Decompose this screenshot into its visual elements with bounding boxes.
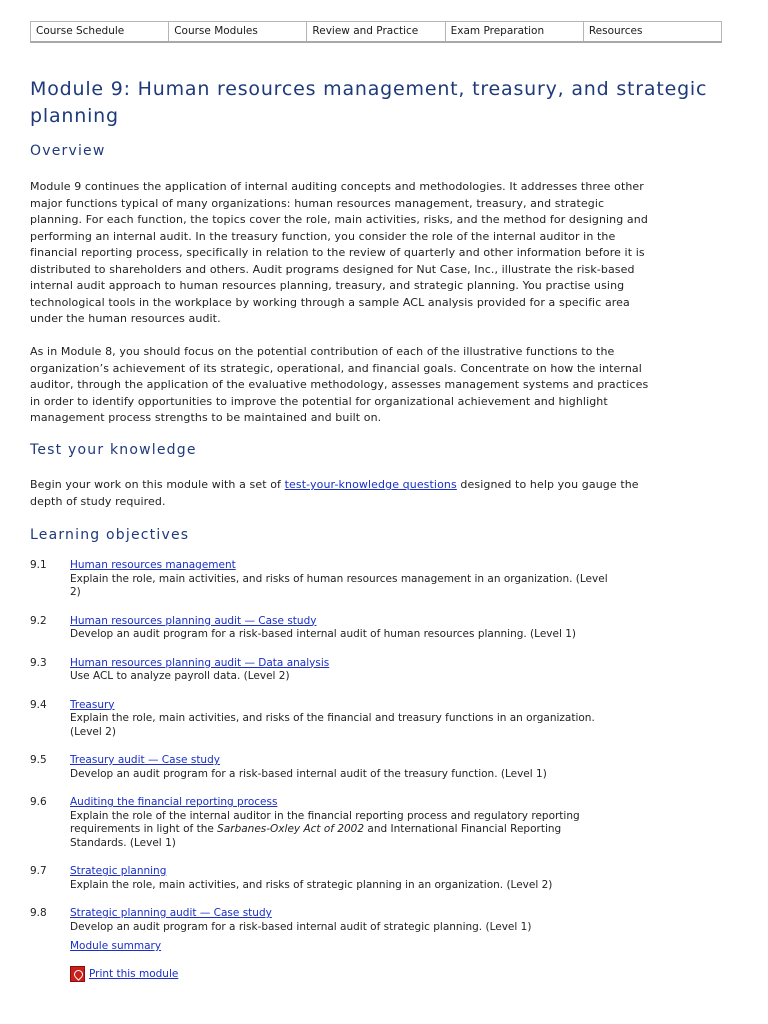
- objective-link[interactable]: Auditing the financial reporting process: [70, 796, 278, 808]
- test-text-before: Begin your work on this module with a set of: [30, 478, 285, 491]
- objective-description: Explain the role, main activities, and risks of the financial and treasury functions in an organization. (Level 2): [70, 712, 595, 738]
- objective-description: Use ACL to analyze payroll data. (Level 2): [70, 670, 290, 682]
- nav-course-schedule[interactable]: Course Schedule: [31, 22, 169, 41]
- page-title: Module 9: Human resources management, treasury, and strategic planning: [30, 78, 708, 127]
- objective-description-part: Explain the role of the internal auditor in the financial reporting process and regulatory reporting requirements in light of the: [70, 809, 580, 835]
- objective-description: Explain the role, main activities, and risks of strategic planning in an organization. (Level 2): [70, 878, 553, 891]
- objective-description: Explain the role, main activities, and risks of human resources management in an organization. (Level 2): [70, 572, 608, 598]
- objective-number: 9.1: [30, 559, 47, 571]
- test-text-after: designed to help you gauge the depth of study required.: [30, 478, 639, 508]
- objective-number: 9.5: [30, 754, 47, 766]
- objective-description-italic: Sarbanes-Oxley Act of 2002: [217, 823, 365, 835]
- objective-number: 9.4: [30, 698, 47, 711]
- objectives-heading: Learning objectives: [30, 527, 190, 543]
- nav-review-and-practice[interactable]: Review and Practice: [307, 22, 445, 41]
- print-module-link[interactable]: Print this module: [89, 968, 179, 980]
- objective-item: [30, 796, 730, 850]
- objective-item: [30, 657, 730, 684]
- print-module: [70, 966, 178, 982]
- test-paragraph: [30, 477, 650, 510]
- pdf-icon[interactable]: [70, 966, 85, 982]
- test-knowledge-link[interactable]: test-your-knowledge questions: [284, 478, 457, 491]
- top-navigation: [30, 21, 722, 43]
- objective-link[interactable]: Human resources planning audit — Case study: [70, 614, 317, 627]
- overview-paragraph-2: As in Module 8, you should focus on the potential contribution of each of the illustrative functions to the organization’s achievement of its strategic, operational, and financial goals. Concentrate on how the internal auditor, through the application of the evaluative methodology, assesses management systems and practices in order to identify opportunities to improve the potential for organizational achievement and highlight management process strengths to be maintained and built on.: [30, 345, 649, 424]
- objectives-list: [30, 559, 730, 949]
- objective-item: [30, 699, 730, 740]
- nav-course-modules[interactable]: Course Modules: [169, 22, 307, 41]
- objective-link[interactable]: Strategic planning audit — Case study: [70, 907, 272, 919]
- objective-item: [30, 615, 730, 642]
- objective-number: 9.2: [30, 614, 47, 627]
- objective-description: Develop an audit program for a risk-based internal audit of strategic planning. (Level 1): [70, 920, 532, 933]
- nav-resources[interactable]: Resources: [588, 25, 643, 37]
- objective-link[interactable]: Human resources management: [70, 559, 236, 571]
- overview-heading: Overview: [30, 143, 106, 159]
- objective-number: 9.7: [30, 865, 47, 877]
- objective-description: [70, 810, 580, 849]
- objective-description-part: and International Financial Reporting Standards. (Level 1): [70, 823, 562, 849]
- test-heading: Test your knowledge: [30, 442, 197, 458]
- objective-description: Develop an audit program for a risk-based internal audit of human resources planning. (Level 1): [70, 628, 576, 640]
- objective-item: [30, 907, 730, 934]
- objective-link[interactable]: Treasury audit — Case study: [70, 754, 220, 766]
- objective-number: 9.8: [30, 907, 47, 919]
- main-content: [30, 76, 730, 980]
- objective-number: 9.3: [30, 656, 47, 669]
- nav-exam-preparation[interactable]: Exam Preparation: [446, 22, 584, 41]
- objective-item: [30, 559, 730, 600]
- objective-link[interactable]: Human resources planning audit — Data analysis: [70, 656, 330, 669]
- module-summary-link[interactable]: Module summary: [70, 940, 162, 952]
- objective-link[interactable]: Strategic planning: [70, 865, 167, 877]
- objective-item: [30, 865, 730, 892]
- overview-paragraph-1: Module 9 continues the application of internal auditing concepts and methodologies. It addresses three other major functions typical of many organizations: human resources management, treasury, and strategic planning. For each function, the topics cover the role, main activities, risks, and the method for designing and performing an internal audit. In the treasury function, you consider the role of the internal auditor in the financial reporting process, specifically in relation to the review of quarterly and other information before it is distributed to shareholders and others. Audit programs designed for Nut Case, Inc., illustrate the risk-based internal audit approach to human resources planning, treasury, and strategic planning. You practise using technological tools in the workplace by working through a sample ACL analysis provided for a specific area under the human resources audit.: [30, 180, 648, 325]
- objective-number: 9.6: [30, 796, 47, 808]
- objective-description: Develop an audit program for a risk-based internal audit of the treasury function. (Level 1): [70, 767, 547, 780]
- objective-link[interactable]: Treasury: [70, 698, 115, 711]
- objective-item: [30, 754, 730, 781]
